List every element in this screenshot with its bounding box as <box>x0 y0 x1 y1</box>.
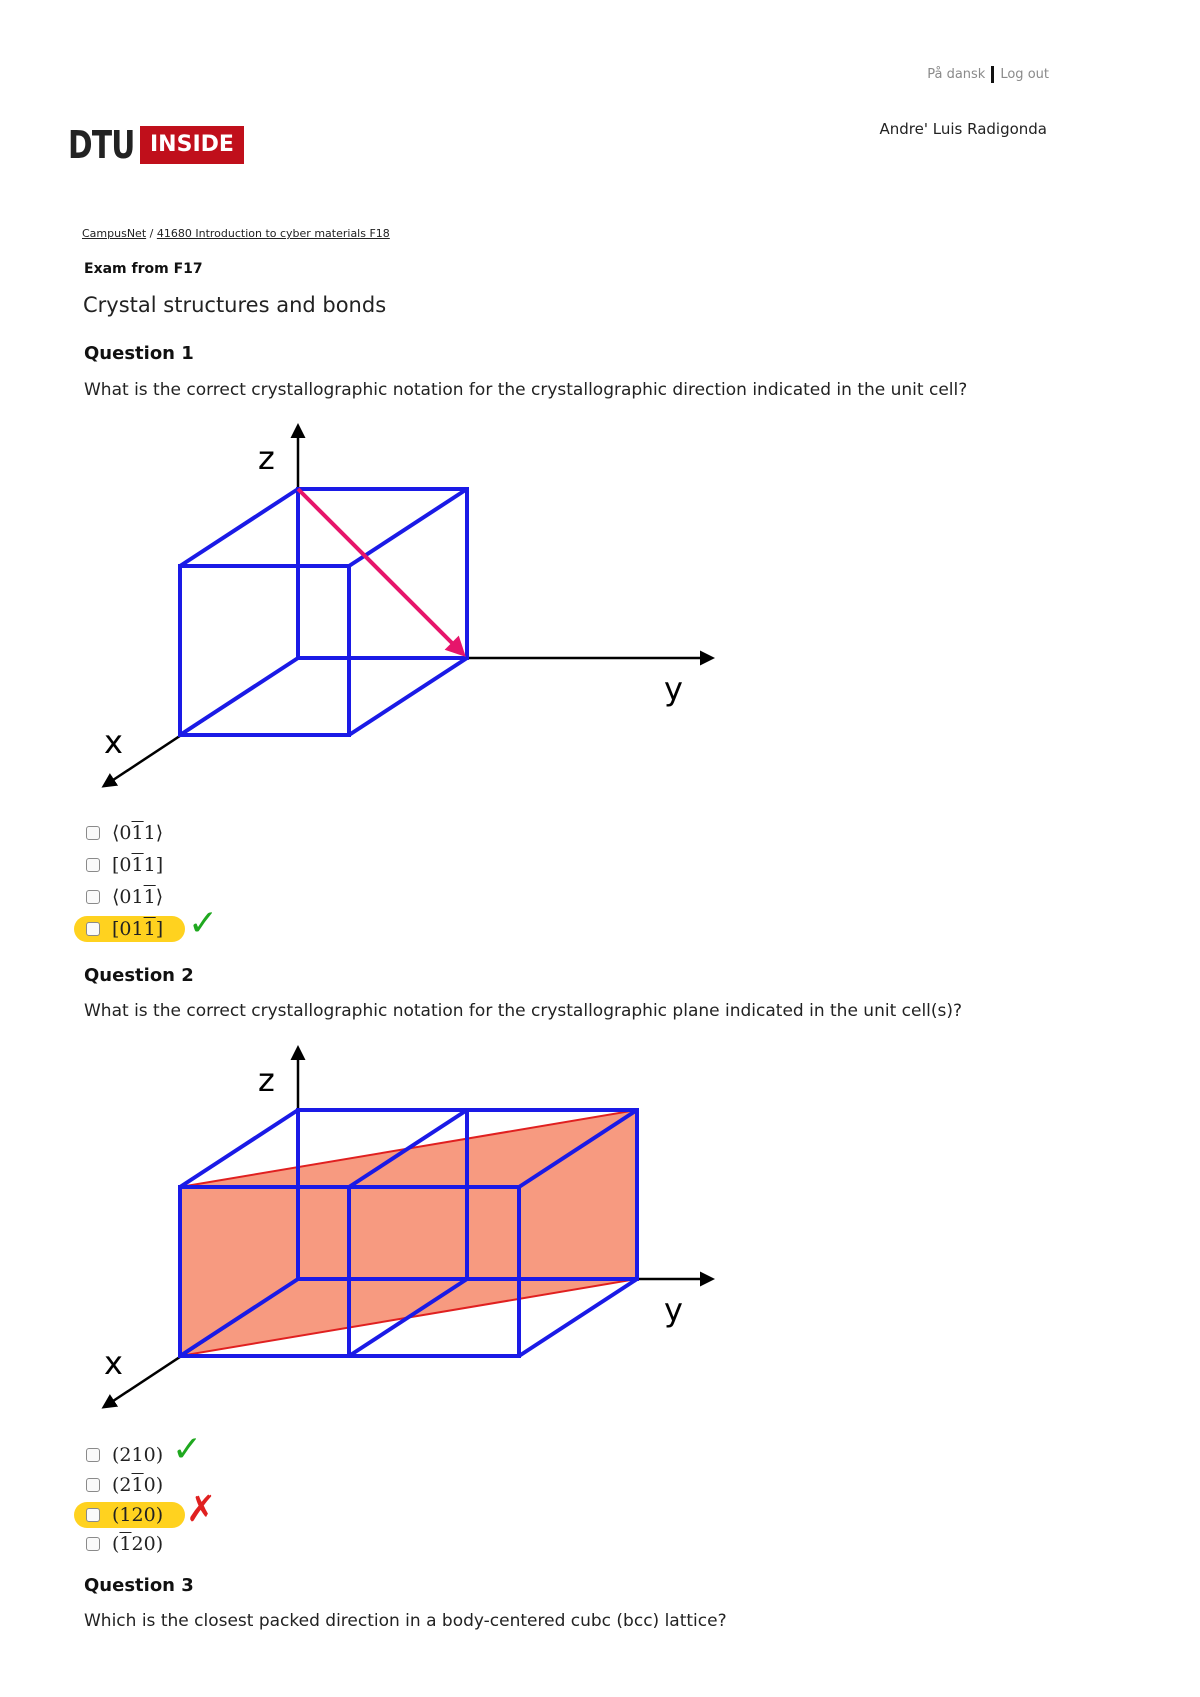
breadcrumb-link-course[interactable]: 41680 Introduction to cyber materials F18 <box>156 227 390 240</box>
breadcrumb-link-campusnet[interactable]: CampusNet <box>82 227 147 240</box>
breadcrumb-separator: / <box>149 227 154 240</box>
option-label: (120) <box>112 1533 164 1555</box>
logout-link[interactable]: Log out <box>1000 67 1049 82</box>
question-2-text: What is the correct crystallographic notation for the crystallographic plane indicated in the unit cell(s)? <box>84 1001 963 1021</box>
breadcrumb <box>82 227 390 240</box>
question-1-option[interactable] <box>84 852 163 878</box>
correct-check-icon: ✓ <box>188 903 219 944</box>
dtu-inside-logo[interactable] <box>68 123 244 167</box>
question-3-title: Question 3 <box>84 1575 194 1596</box>
option-checkbox[interactable] <box>86 922 100 936</box>
option-checkbox[interactable] <box>86 1537 100 1551</box>
option-label: (120) <box>112 1504 164 1526</box>
option-label: (210) <box>112 1444 164 1466</box>
section-title: Crystal structures and bonds <box>83 293 387 317</box>
question-2-title: Question 2 <box>84 965 194 986</box>
y-axis-label: y <box>664 670 683 708</box>
question-2-option[interactable] <box>84 1472 163 1498</box>
logo-badge: INSIDE <box>140 126 244 164</box>
exam-title: Exam from F17 <box>84 261 203 277</box>
correct-check-icon: ✓ <box>172 1429 203 1470</box>
question-1-title: Question 1 <box>84 343 194 364</box>
question-3-text: Which is the closest packed direction in a body-centered cubc (bcc) lattice? <box>84 1611 727 1631</box>
option-label: [011] <box>112 854 164 876</box>
user-name: Andre' Luis Radigonda <box>879 120 1047 138</box>
option-checkbox[interactable] <box>86 1508 100 1522</box>
option-checkbox[interactable] <box>86 890 100 904</box>
question-2-unit-cell-figure <box>95 1040 735 1412</box>
option-label: [011] <box>112 918 164 940</box>
z-axis-label: z <box>258 1061 275 1099</box>
option-label: ⟨011⟩ <box>112 886 164 908</box>
direction-arrow <box>298 489 463 654</box>
option-label: ⟨011⟩ <box>112 822 164 844</box>
z-axis-label: z <box>258 439 275 477</box>
question-1-option[interactable] <box>84 820 163 846</box>
option-checkbox[interactable] <box>86 1448 100 1462</box>
language-link[interactable]: På dansk <box>927 67 986 82</box>
question-2-option[interactable] <box>84 1531 163 1557</box>
question-1-option[interactable] <box>74 916 185 942</box>
option-label: (210) <box>112 1474 164 1496</box>
option-checkbox[interactable] <box>86 1478 100 1492</box>
option-checkbox[interactable] <box>86 826 100 840</box>
x-axis-label: x <box>104 723 123 761</box>
divider <box>991 66 994 83</box>
top-links <box>927 66 1049 83</box>
y-axis-label: y <box>664 1291 683 1329</box>
x-axis-label: x <box>104 1344 123 1382</box>
coordinate-axes <box>104 426 712 786</box>
question-1-text: What is the correct crystallographic notation for the crystallographic direction indicated in the unit cell? <box>84 380 968 400</box>
question-1-option[interactable] <box>84 884 163 910</box>
question-1-unit-cell-figure <box>95 418 735 788</box>
wrong-cross-icon: ✗ <box>186 1489 217 1530</box>
option-checkbox[interactable] <box>86 858 100 872</box>
question-2-option[interactable] <box>74 1502 185 1528</box>
logo-brand: DTU <box>68 123 135 167</box>
question-2-option[interactable] <box>84 1442 163 1468</box>
unit-cell <box>180 489 467 735</box>
